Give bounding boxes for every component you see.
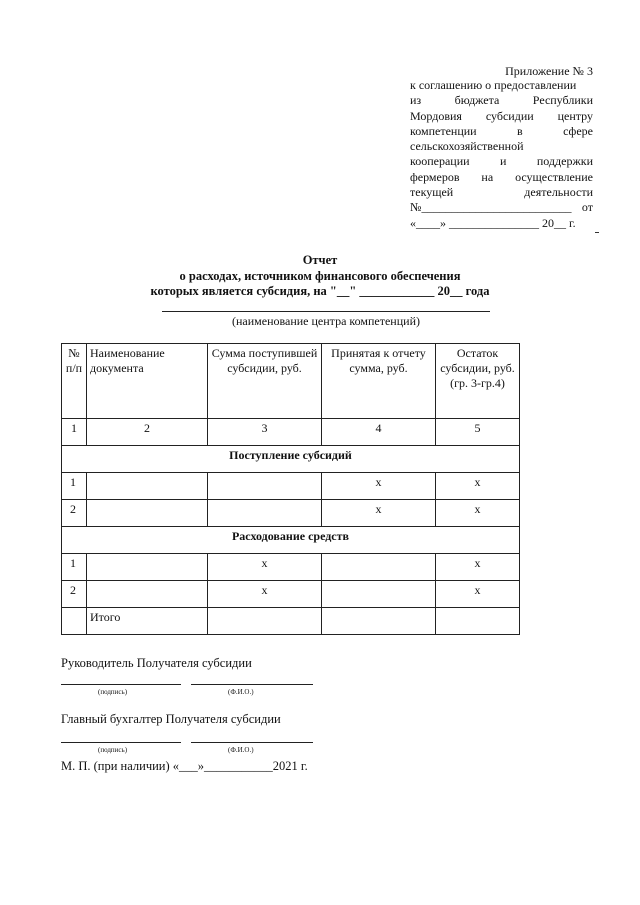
appendix-line: компетенции в сфере — [410, 123, 593, 138]
table-header-row — [62, 344, 520, 419]
appendix-line: сельскохозяйственной — [410, 139, 524, 154]
accountant-signature-line[interactable] — [61, 742, 181, 743]
cell-accepted: х — [322, 500, 436, 527]
report-heading — [130, 253, 510, 300]
total-label: Итого — [87, 608, 208, 635]
cell-num: 2 — [62, 500, 87, 527]
cell-document[interactable] — [87, 473, 208, 500]
cell-num — [62, 608, 87, 635]
column-number: 2 — [87, 419, 208, 446]
cell-accepted[interactable] — [322, 554, 436, 581]
cell-balance: х — [436, 581, 520, 608]
decorative-dash — [595, 232, 599, 233]
head-signature-line[interactable] — [61, 684, 181, 685]
appendix-text — [410, 78, 593, 231]
appendix-line: фермеров на осуществление — [410, 169, 593, 184]
appendix-line: текущей деятельности — [410, 185, 593, 200]
total-received[interactable] — [208, 608, 322, 635]
heading-line-2: о расходах, источником финансового обеспечения — [179, 268, 461, 283]
col-header-document: Наименование документа — [87, 344, 208, 419]
appendix-title: Приложение № 3 — [505, 64, 593, 78]
stamp-date-line: М. П. (при наличии) «___»___________2021 г. — [61, 759, 308, 773]
appendix-line: из бюджета Республики — [410, 93, 593, 108]
heading-line-3: которых является субсидия, на "__" ____________ 20__ года — [150, 284, 490, 298]
appendix-line: «____» _______________ 20__ г. — [410, 215, 576, 230]
appendix-line: к соглашению о предоставлении — [410, 78, 577, 92]
cell-balance: х — [436, 500, 520, 527]
cell-received[interactable] — [208, 473, 322, 500]
col-header-num: № п/п — [62, 344, 87, 419]
cell-num: 1 — [62, 473, 87, 500]
accountant-name-line[interactable] — [191, 742, 313, 743]
center-name-caption: (наименование центра компетенций) — [232, 314, 420, 328]
appendix-line: кооперации и поддержки — [410, 154, 593, 169]
cell-balance: х — [436, 473, 520, 500]
table-row — [62, 554, 520, 581]
accountant-sign-caption: (подпись) — [98, 746, 128, 754]
heading-title: Отчет — [302, 253, 338, 267]
col-header-received: Сумма поступившей субсидии, руб. — [208, 344, 322, 419]
cell-received[interactable] — [208, 500, 322, 527]
accountant-name-caption: (Ф.И.О.) — [228, 746, 254, 754]
cell-accepted[interactable] — [322, 581, 436, 608]
cell-balance: х — [436, 554, 520, 581]
section-receipts-title: Поступление субсидий — [62, 446, 520, 473]
head-sign-caption: (подпись) — [98, 688, 128, 696]
total-balance[interactable] — [436, 608, 520, 635]
accountant-signature-title: Главный бухгалтер Получателя субсидии — [61, 712, 281, 726]
col-header-balance: Остаток субсидии, руб. (гр. 3-гр.4) — [436, 344, 520, 419]
cell-received: х — [208, 581, 322, 608]
column-number: 1 — [62, 419, 87, 446]
table-row — [62, 581, 520, 608]
cell-received: х — [208, 554, 322, 581]
total-accepted[interactable] — [322, 608, 436, 635]
head-name-line[interactable] — [191, 684, 313, 685]
center-name-line — [162, 311, 490, 312]
appendix-line: №_________________________ от — [410, 200, 593, 215]
section-receipts-row — [62, 446, 520, 473]
cell-accepted: х — [322, 473, 436, 500]
section-expenses-title: Расходование средств — [62, 527, 520, 554]
total-row — [62, 608, 520, 635]
column-number: 4 — [322, 419, 436, 446]
col-header-accepted: Принятая к отчету сумма, руб. — [322, 344, 436, 419]
head-signature-title: Руководитель Получателя субсидии — [61, 656, 252, 670]
column-numbers-row — [62, 419, 520, 446]
cell-num: 2 — [62, 581, 87, 608]
column-number: 5 — [436, 419, 520, 446]
cell-document[interactable] — [87, 500, 208, 527]
head-name-caption: (Ф.И.О.) — [228, 688, 254, 696]
cell-document[interactable] — [87, 554, 208, 581]
report-table — [61, 343, 520, 635]
table-row — [62, 500, 520, 527]
section-expenses-row — [62, 527, 520, 554]
table-row — [62, 473, 520, 500]
cell-num: 1 — [62, 554, 87, 581]
column-number: 3 — [208, 419, 322, 446]
cell-document[interactable] — [87, 581, 208, 608]
appendix-line: Мордовия субсидии центру — [410, 108, 593, 123]
